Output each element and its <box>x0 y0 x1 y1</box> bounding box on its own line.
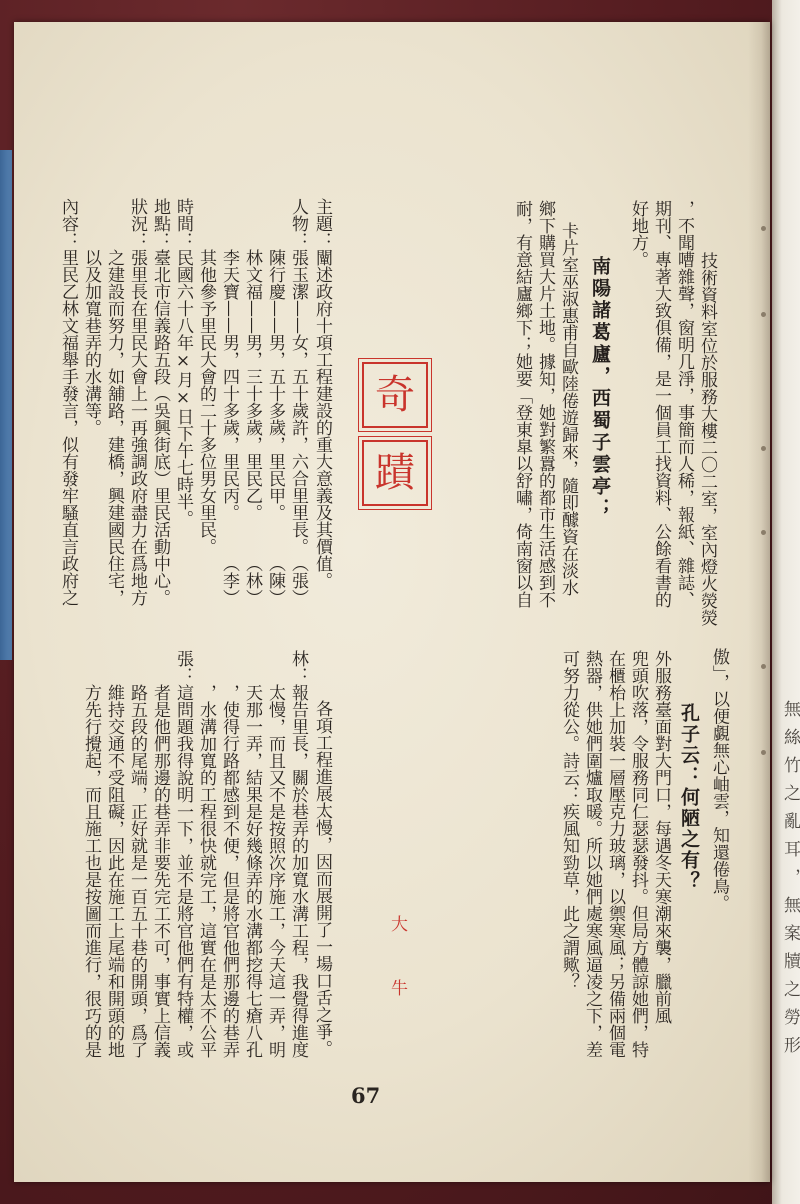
dialogue-line: 林：報告里長，關於巷弄的加寬水溝工程，我覺得進度 <box>288 650 308 1058</box>
character-entry <box>218 249 240 606</box>
script-situation: 以及加寬巷弄的水溝等。 <box>81 249 101 436</box>
text-column: ，不聞嘈雜聲，窗明几淨，事簡而人稀，報紙、雜誌、 <box>674 200 694 608</box>
text-column: 在櫃枱上加裝一層壓克力玻璃，以禦寒風；另備兩個電 <box>605 650 625 1058</box>
script-situation: 之建設而努力，如舖路，建橋，興建國民住宅， <box>104 249 124 606</box>
title-char: 蹟 <box>362 440 428 506</box>
script-time: 時間：民國六十八年×月×日下午七時半。 <box>173 198 193 527</box>
author-char: 大 <box>391 915 408 935</box>
section-heading: 孔子云：何陋之有？ <box>678 703 700 892</box>
character-description: 陳行慶——男，五十多歲，里民甲。 <box>265 249 285 521</box>
dialogue-line: ，使得行路都感到不便，但是將官他們那邊的巷弄 <box>219 684 239 1058</box>
script-content: 內容：里民乙林文福舉手發言，似有發牢騷直言政府之 <box>58 198 78 606</box>
page-number: 67 <box>351 1083 381 1108</box>
character-entry <box>264 249 286 606</box>
character-description: 李天寶——男，四十多歲，里民丙。 <box>219 249 239 521</box>
title-char: 奇 <box>362 362 428 428</box>
script-situation: 狀況：張里長在里民大會上一再強調政府盡力在爲地方 <box>127 198 147 606</box>
dialogue-line: 維持交通不受阻礙，因此在施工上尾端和開頭的地 <box>104 684 124 1058</box>
author-char: 牛 <box>391 979 408 999</box>
character-entry <box>241 249 263 606</box>
other-characters: 其他參予里民大會的二十多位男女里民。 <box>196 249 216 555</box>
text-column: 傲」，以便覷無心岫雲，知還倦鳥。 <box>709 648 729 912</box>
character-tag: （林） <box>242 555 262 606</box>
dialogue-line: 者是他們那邊的巷弄非要先完工不可，事實上信義 <box>150 684 170 1058</box>
stitch-hole <box>761 664 766 669</box>
dialogue-line: 張：這問題我得說明一下，並不是將官他們有特權，或 <box>173 650 193 1058</box>
title-frame <box>358 436 432 510</box>
text-column: 熱器，供她們圍爐取暖。所以她們處寒風逼凌之下，差 <box>582 650 602 1058</box>
text-column: 耐，有意結廬鄉下；她要「登東臯以舒嘯，倚南窗以自 <box>512 200 532 608</box>
dialogue-line: 太慢，而且又不是按照次序施工，今天這一弄，明 <box>265 684 285 1058</box>
page-gutter-shadow <box>748 22 770 1182</box>
dialogue-intro: 各項工程進展太慢，因而展開了一場口舌之爭。 <box>312 700 332 1057</box>
script-place: 地點：臺北市信義路五段（吳興街底）里民活動中心。 <box>150 198 170 606</box>
stitch-hole <box>761 530 766 535</box>
character-description: 人物：張玉潔——女，五十歲許，六合里里長。 <box>288 198 308 555</box>
section-heading: 南陽諸葛廬，西蜀子雲亭； <box>589 256 611 520</box>
text-column: 卡片室巫淑惠甫自歐陸倦遊歸來，隨即醵資在淡水 <box>558 222 578 596</box>
text-column: 鄉下購買大片土地。據知，她對繁囂的都市生活感到不 <box>535 200 555 608</box>
text-column: 外服務臺面對大門口，每遇冬天寒潮來襲，臘前風 <box>651 650 671 1024</box>
text-column: 兜頭吹落，令服務同仁瑟瑟發抖。但局方體諒她們，特 <box>628 650 648 1058</box>
stitch-hole <box>761 312 766 317</box>
dialogue-line: ，水溝加寬的工程很快就完工，這實在是太不公平 <box>196 684 216 1058</box>
facing-page-text: 無絲竹之亂耳，無案牘之勞形 <box>780 700 800 1064</box>
blue-book-edge <box>0 150 12 660</box>
script-theme: 主題：闡述政府十項工程建設的重大意義及其價值。 <box>312 198 332 589</box>
stitch-hole <box>761 226 766 231</box>
stitch-hole <box>761 446 766 451</box>
dialogue-line: 方先行攪起，而且施工也是按圖而進行，很巧的是 <box>81 684 101 1058</box>
dialogue-line: 天那一弄，結果是好幾條弄的水溝都挖得七瘡八孔 <box>242 684 262 1058</box>
text-column: 期刊、專著大致俱備，是一個員工找資料、公餘看書的 <box>651 200 671 608</box>
text-column: 技術資料室位於服務大樓二〇二室，室內燈火熒熒 <box>697 252 717 626</box>
dialogue-line: 路五段的尾端，正好就是一百五十巷的開頭，爲了 <box>127 684 147 1058</box>
character-tag: （李） <box>219 555 239 606</box>
text-column: 好地方。 <box>628 200 648 268</box>
title-frame <box>358 358 432 432</box>
text-column: 可努力從公。詩云：疾風知勁草，此之謂歟？ <box>559 650 579 990</box>
stitch-hole <box>761 750 766 755</box>
character-entry <box>287 198 309 606</box>
character-description: 林文福——男，三十多歲，里民乙。 <box>242 249 262 521</box>
character-tag: （陳） <box>265 555 285 606</box>
character-tag: （張） <box>288 555 308 606</box>
